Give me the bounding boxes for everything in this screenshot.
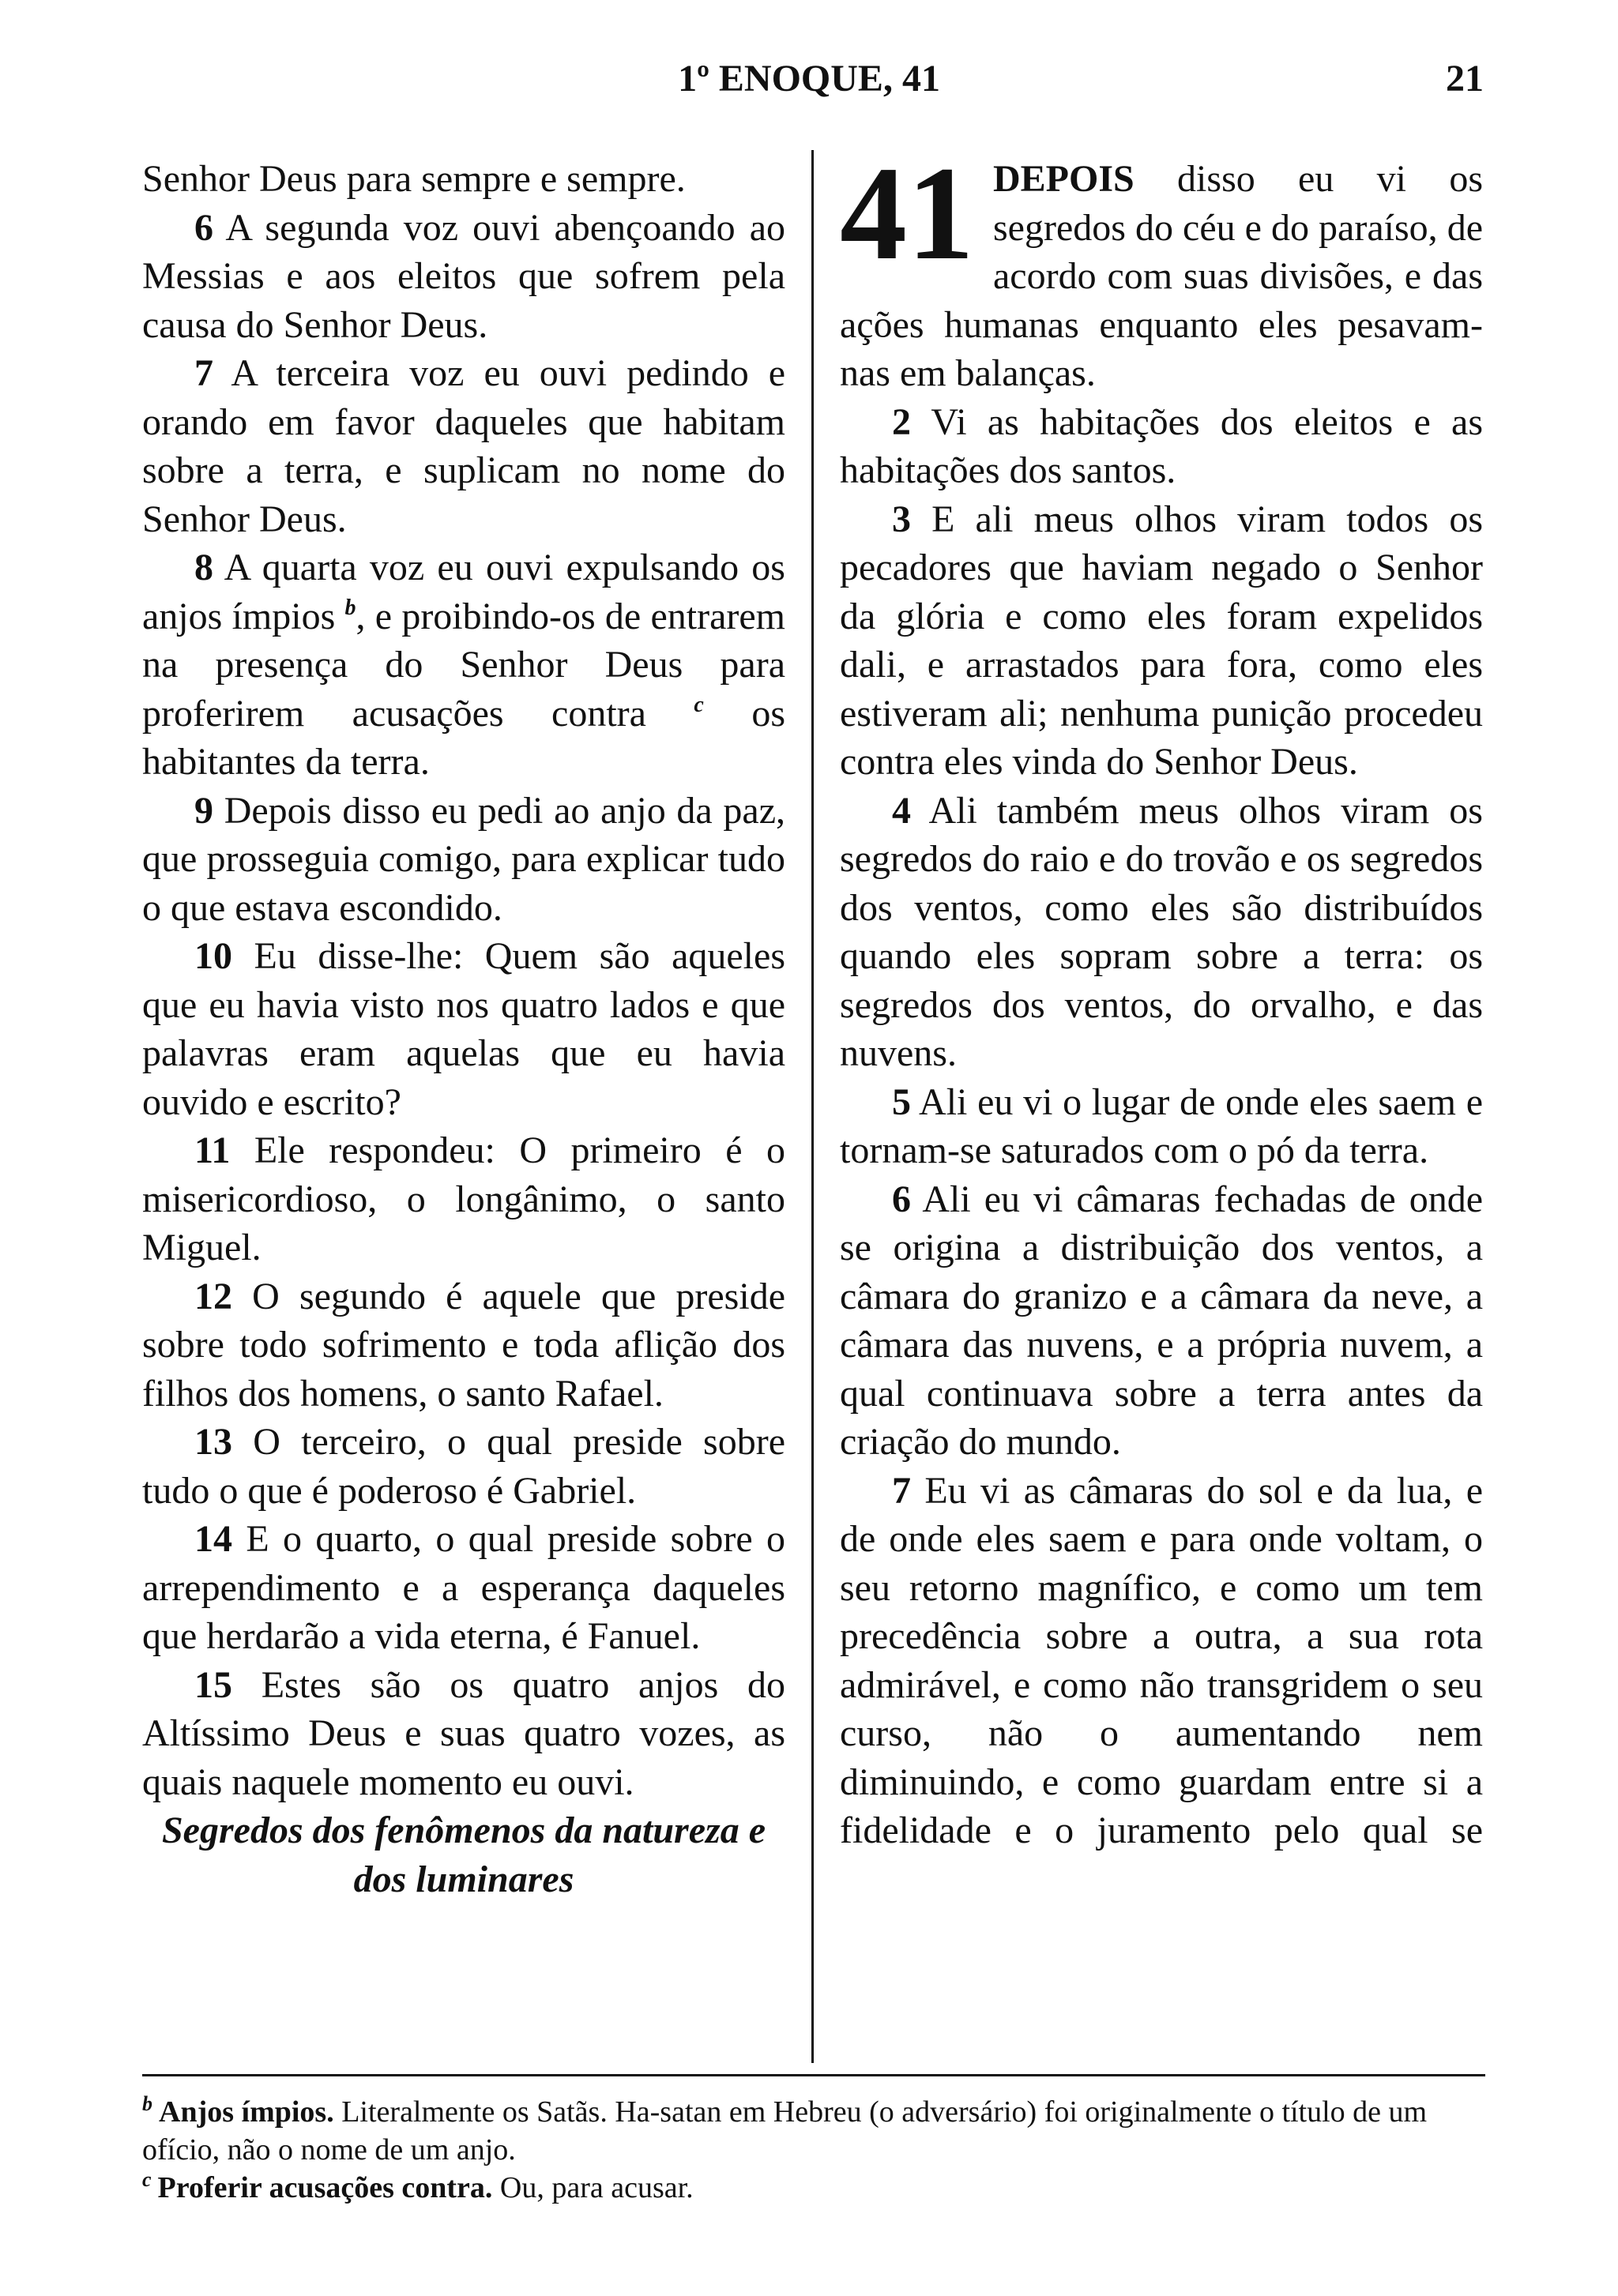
verse-7 [840, 1467, 1483, 1855]
verse-8 [142, 543, 785, 787]
verse-number: 7 [194, 352, 213, 394]
verse-10 [142, 932, 785, 1126]
verse-3 [840, 495, 1483, 787]
running-header: 1º ENOQUE, 41 [678, 58, 940, 100]
footnote-mark: b [142, 2092, 152, 2115]
verse-number: 7 [892, 1469, 911, 1512]
verse-text: Ali também meus olhos viram os segredos do raio e do trovão e os segredos dos ventos, como eles são distribuídos quando eles sopram sobre a terra: os segredos dos ventos, do orvalho, e das nuvens. [840, 789, 1483, 1074]
verse-number: 14 [194, 1518, 232, 1560]
verse-6 [840, 1175, 1483, 1467]
verse-number: 13 [194, 1421, 232, 1463]
footnotes [142, 2093, 1485, 2207]
verse-text: O segundo é aquele que preside sobre todo sofrimento e toda aflição dos filhos dos homens, o santo Rafael. [142, 1275, 786, 1415]
verse-text: , e proibindo-os de entrarem na presença do Senhor Deus para proferirem acusações contra [142, 595, 785, 735]
footnote-b [142, 2093, 1485, 2169]
verse-text: Estes são os quatro anjos do Altíssimo Deus e suas quatro vozes, as quais naquele momento eu ouvi. [142, 1663, 786, 1803]
footnote-ref-b[interactable]: b [344, 595, 356, 620]
footnote-text: Literalmente os Satãs. Ha-satan em Hebreu (o adversário) foi originalmente o título de um ofício, não o nome de um anjo. [142, 2095, 1428, 2166]
left-column [142, 155, 785, 1903]
verse-number: 6 [892, 1178, 911, 1220]
verse-13 [142, 1418, 785, 1515]
verse-number: 2 [892, 400, 911, 443]
verse-14 [142, 1515, 785, 1661]
verse-text: A terceira voz eu ouvi pedindo e orando em favor daqueles que habitam sobre a terra, e suplicam no nome do Senhor Deus. [142, 352, 786, 540]
verse-9 [142, 787, 785, 933]
verse-text: Ali eu vi câmaras fechadas de onde se origina a distribuição dos ventos, a câmara do granizo e a câmara da neve, a câmara das nuvens, e a própria nuvem, a qual continuava sobre a terra antes da criação do mundo. [840, 1178, 1484, 1463]
continuation-text: Senhor Deus para sempre e sempre. [142, 158, 686, 200]
footnote-ref-c[interactable]: c [694, 692, 704, 717]
verse-number: 4 [892, 789, 911, 832]
verse-text: A quarta voz eu ouvi expulsando os anjos ímpios [142, 547, 785, 637]
verse-text: os habitantes da terra. [142, 692, 786, 783]
section-heading: Segredos dos fenômenos da natureza e dos luminares [161, 1809, 766, 1900]
verse-text: A segunda voz ouvi abençoando ao Messias e aos eleitos que sofrem pela causa do Senhor Deus. [142, 206, 786, 346]
verse-text: Ali eu vi o lugar de onde eles saem e tornam-se saturados com o pó da terra. [840, 1080, 1483, 1171]
verse-number: 5 [892, 1080, 911, 1123]
footnote-term: Anjos ímpios. [159, 2095, 334, 2129]
verse-text: E ali meus olhos viram todos os pecadores que haviam negado o Senhor da glória e como eles foram expelidos dali, e arrastados para fora, como eles estiveram ali; nenhuma punição procedeu contra eles vinda do Senhor Deus. [840, 498, 1484, 783]
verse-number: 8 [194, 547, 213, 588]
verse-text: Eu vi as câmaras do sol e da lua, e de onde eles saem e para onde voltam, o seu retorno magnífico, e como um tem precedência sobre a outra, a sua rota admirável, e como não transgridem o seu curso, não o aumentando nem diminuindo, e como guardam entre si a fidelidade e o juramento pelo qual se [840, 1469, 1483, 1851]
footnote-mark: c [142, 2168, 152, 2191]
verse-5 [840, 1078, 1483, 1175]
verse-text: Depois disso eu pedi ao anjo da paz, que prosseguia comigo, para explicar tudo o que estava escondido. [142, 789, 786, 929]
verse-7 [142, 349, 785, 543]
verse-number: 12 [194, 1275, 232, 1317]
verse-number: 10 [194, 935, 232, 977]
right-column [840, 139, 1484, 1855]
page-number: 21 [1446, 58, 1484, 100]
verse-text: O terceiro, o qual preside sobre tudo o que é poderoso é Gabriel. [142, 1421, 786, 1512]
verse-number: 6 [194, 206, 213, 249]
footnote-separator [142, 2074, 1485, 2076]
footnote-text: Ou, para acusar. [499, 2171, 694, 2204]
verse-11 [142, 1126, 785, 1272]
verse-number: 9 [194, 789, 213, 832]
verse-4 [840, 787, 1483, 1078]
verse-text: Vi as habitações dos eleitos e as habitações dos santos. [840, 400, 1484, 491]
chapter-opening [840, 139, 1484, 398]
verse-text: Eu disse-lhe: Quem são aqueles que eu havia visto nos quatro lados e que palavras eram aquelas que eu havia ouvido e escrito? [142, 935, 785, 1123]
verse-text: E o quarto, o qual preside sobre o arrependimento e a esperança daqueles que herdarão a vida eterna, é Fanuel. [142, 1518, 785, 1657]
verse-text: disso eu vi os segredos do céu e do paraíso, de acordo com suas divisões, e das ações humanas enquanto eles pesavam-nas em balanças. [840, 158, 1484, 394]
verse-number: 15 [194, 1663, 232, 1706]
footnote-term: Proferir acusações contra. [157, 2171, 493, 2204]
verse-number: 11 [194, 1129, 231, 1171]
verse-2 [840, 398, 1483, 495]
verse-12 [142, 1272, 785, 1419]
lead-word: DEPOIS [993, 158, 1134, 200]
verse-15 [142, 1661, 785, 1807]
chapter-number: 41 [840, 139, 974, 287]
column-divider [811, 150, 814, 2063]
verse-6 [142, 204, 785, 350]
footnote-c [142, 2169, 1485, 2207]
verse-text: Ele respondeu: O primeiro é o misericordioso, o longânimo, o santo Miguel. [142, 1129, 785, 1268]
verse-number: 3 [892, 498, 911, 540]
